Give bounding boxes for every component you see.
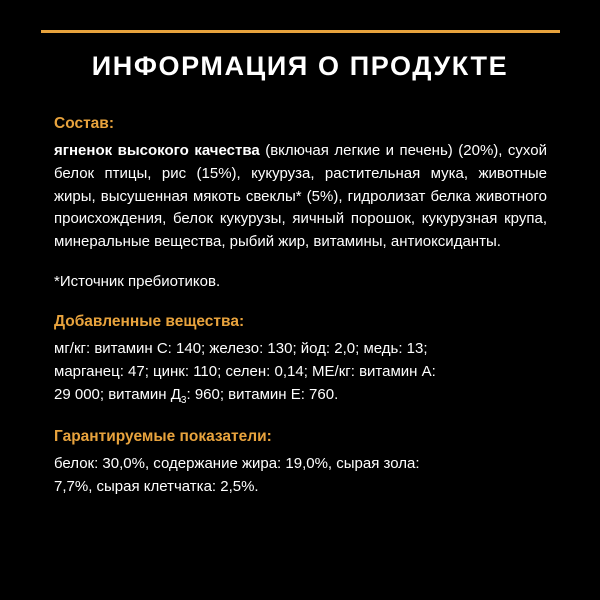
composition-bold-lead: ягненок высокого качества [54,142,260,159]
composition-heading: Состав: [54,115,114,132]
additives-section [54,313,547,408]
additives-line-3 [54,384,547,408]
composition-footnote: *Источник пребиотиков. [54,272,221,290]
additives-line-3-suffix: : 960; витамин Е: 760. [186,386,339,404]
additives-heading: Добавленные вещества: [54,313,245,331]
guaranteed-section [54,428,547,499]
composition-text [54,140,547,254]
additives-line-2: марганец: 47; цинк: 110; селен: 0,14; МЕ/кг: витамин А: [54,363,436,381]
additives-line-3-prefix: 29 000; витамин Д [54,386,181,404]
composition-section [54,115,547,293]
guaranteed-line-1: белок: 30,0%, содержание жира: 19,0%, сырая зола: [54,455,420,473]
additives-vitamin-d-subscript: 3 [180,395,187,407]
guaranteed-heading: Гарантируемые показатели: [54,428,272,446]
accent-divider [41,30,560,33]
guaranteed-line-2: 7,7%, сырая клетчатка: 2,5%. [54,478,259,496]
content-area [54,115,547,499]
title-block [0,30,600,82]
composition-rest: (включая легкие и печень) (20%), сухой белок птицы, рис (15%), кукуруза, растительная мука, животные жиры, высушенная мякоть свеклы* (5%), гидролизат белка животного происхождения, белок кукурузы, яичный порошок, кукурузная крупа, минеральные вещества, рыбий жир, витамины, антиоксиданты. [54,142,547,251]
page-title: ИНФОРМАЦИЯ О ПРОДУКТЕ [91,51,509,81]
additives-line-1: мг/кг: витамин С: 140; железо: 130; йод: 2,0; медь: 13; [54,340,428,358]
